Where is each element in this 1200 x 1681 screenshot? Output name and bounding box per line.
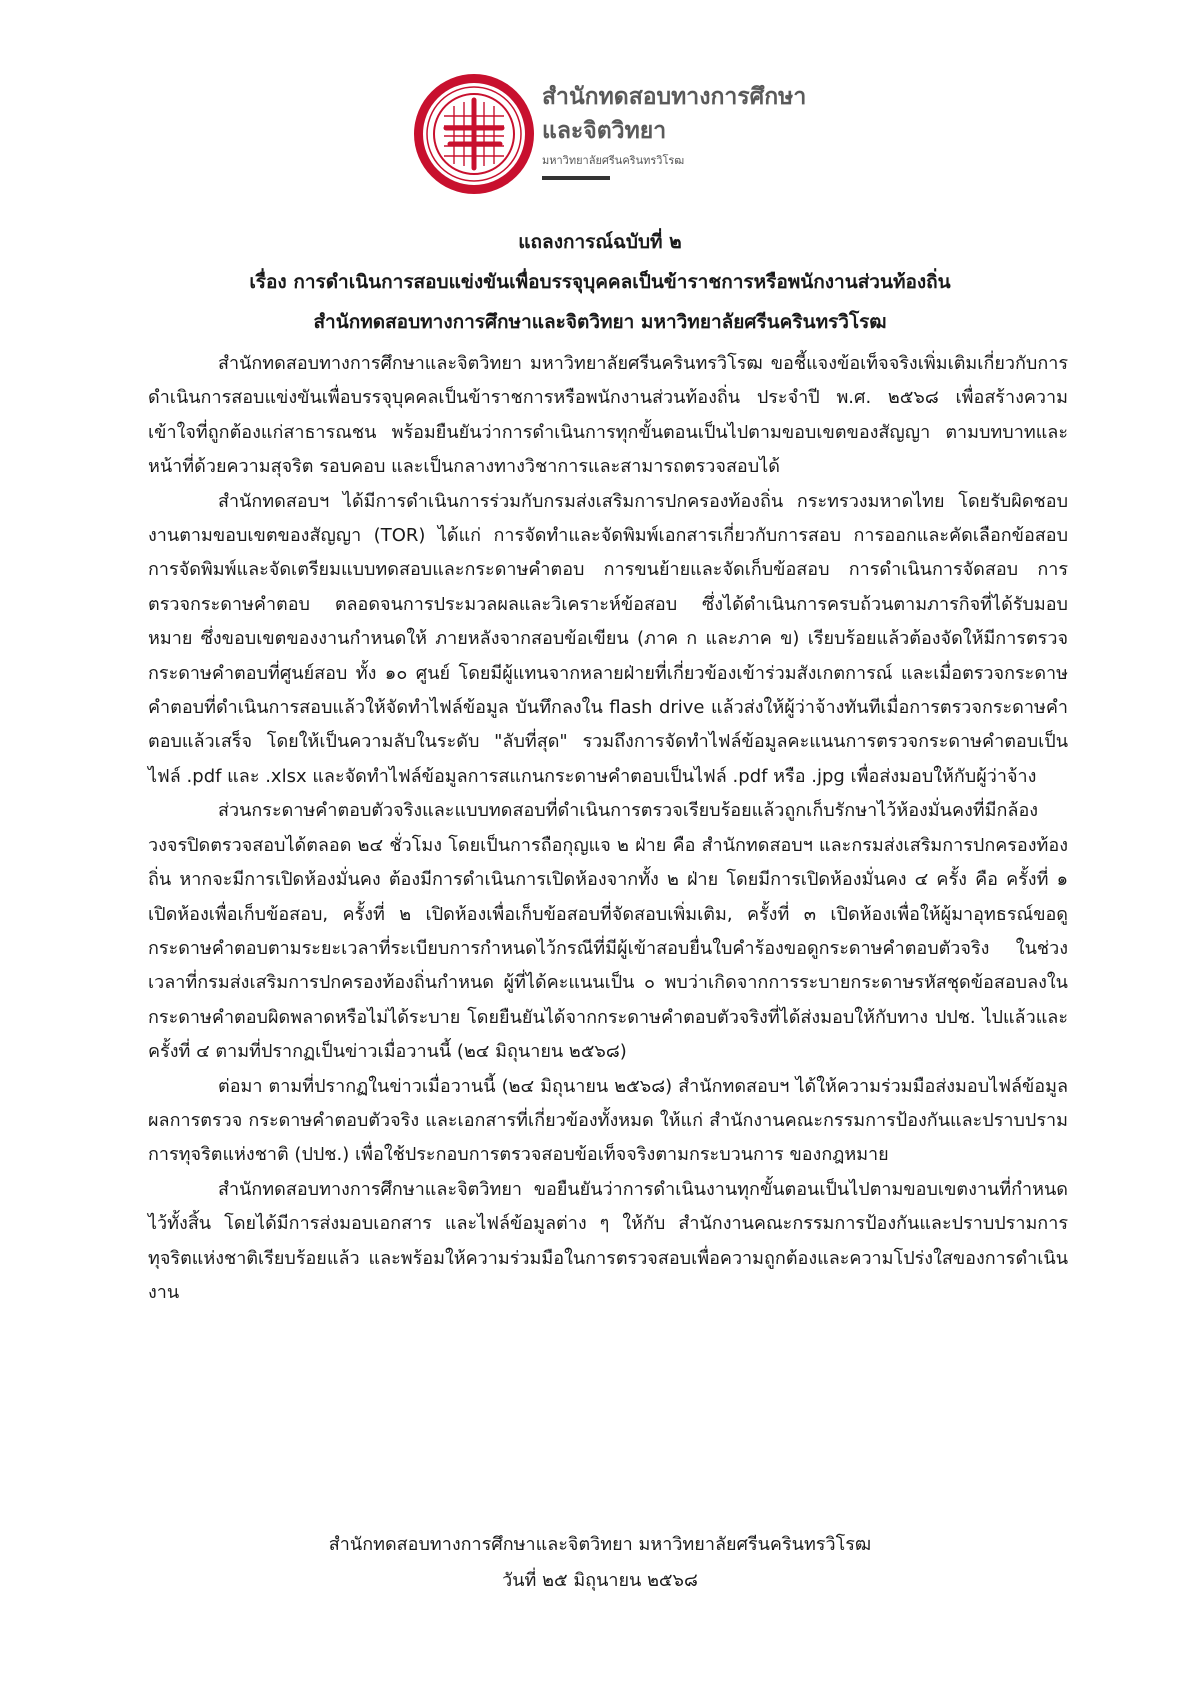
title-line2: เรื่อง การดำเนินการสอบแข่งขันเพื่อบรรจุบุคคลเป็นข้าราชการหรือพนักงานส่วนท้องถิ่น [249, 271, 951, 293]
title-line3: สำนักทดสอบทางการศึกษาและจิตวิทยา มหาวิทยาลัยศรีนครินทรวิโรฒ [313, 311, 887, 333]
paragraph-1: สำนักทดสอบทางการศึกษาและจิตวิทยา มหาวิทยาลัยศรีนครินทรวิโรฒ ขอชี้แจงข้อเท็จจริงเพิ่มเติมเกี่ยวกับการดำเนินการสอบแข่งขันเพื่อบรรจุบุคคลเป็นข้าราชการหรือพนักงานส่วนท้องถิ่น ประจำปี พ.ศ. ๒๕๖๘ เพื่อสร้างความเข้าใจที่ถูกต้องแก่สาธารณชน พร้อมยืนยันว่าการดำเนินการทุกขั้นตอนเป็นไปตามขอบเขตของสัญญา ตามบทบาทและหน้าที่ด้วยความสุจริต รอบคอบ และเป็นกลางทางวิชาการและสามารถตรวจสอบได้ [148, 353, 1068, 478]
title-line1: แถลงการณ์ฉบับที่ ๒ [518, 231, 682, 253]
issue-date: วันที่ ๒๕ มิถุนายน ๒๕๖๘ [502, 1570, 698, 1591]
paragraph-3: ส่วนกระดาษคำตอบตัวจริงและแบบทดสอบที่ดำเนินการตรวจเรียบร้อยแล้วถูกเก็บรักษาไว้ห้องมั่นคงที่มีกล้องวงจรปิดตรวจสอบได้ตลอด ๒๔ ชั่วโมง โดยเป็นการถือกุญแจ ๒ ฝ่าย คือ สำนักทดสอบฯ และกรมส่งเสริมการปกครองท้องถิ่น หากจะมีการเปิดห้องมั่นคง ต้องมีการดำเนินการเปิดห้องจากทั้ง ๒ ฝ่าย โดยมีการเปิดห้องมั่นคง ๔ ครั้ง คือ ครั้งที่ ๑ เปิดห้องเพื่อเก็บข้อสอบ, ครั้งที่ ๒ เปิดห้องเพื่อเก็บข้อสอบที่จัดสอบเพิ่มเติม, ครั้งที่ ๓ เปิดห้องเพื่อให้ผู้มาอุทธรณ์ขอดูกระดาษคำตอบตามระยะเวลาที่ระเบียบการกำหนดไว้กรณีที่มีผู้เข้าสอบยื่นใบคำร้องขอดูกระดาษคำตอบตัวจริง ในช่วงเวลาที่กรมส่งเสริมการปกครองท้องถิ่นกำหนด ผู้ที่ได้คะแนนเป็น ๐ พบว่าเกิดจากการระบายกระดาษรหัสชุดข้อสอบลงในกระดาษคำตอบผิดพลาดหรือไม่ได้ระบาย โดยยืนยันได้จากกระดาษคำตอบตัวจริงที่ได้ส่งมอบให้กับทาง ปปช. ไปแล้วและครั้งที่ ๔ ตามที่ปรากฏเป็นข่าวเมื่อวานนี้ (๒๔ มิถุนายน ๒๕๖๘) [148, 800, 1068, 1063]
org-name-block [542, 80, 852, 180]
letterhead-rule [542, 176, 610, 180]
university-seal-icon [410, 70, 538, 198]
statement-title [120, 222, 1080, 342]
paragraph-4: ต่อมา ตามที่ปรากฏในข่าวเมื่อวานนี้ (๒๔ มิถุนายน ๒๕๖๘) สำนักทดสอบฯ ได้ให้ความร่วมมือส่งมอบไฟล์ข้อมูลผลการตรวจ กระดาษคำตอบตัวจริง และเอกสารที่เกี่ยวข้องทั้งหมด ให้แก่ สำนักงานคณะกรรมการป้องกันและปราบปรามการทุจริตแห่งชาติ (ปปช.) เพื่อใช้ประกอบการตรวจสอบข้อเท็จจริงตามกระบวนการ ของกฎหมาย [148, 1075, 1068, 1166]
issuer-name: สำนักทดสอบทางการศึกษาและจิตวิทยา มหาวิทยาลัยศรีนครินทรวิโรฒ [328, 1534, 872, 1555]
closing-block [120, 1527, 1080, 1599]
org-name-line2: และจิตวิทยา [542, 118, 667, 144]
letterhead [410, 62, 850, 212]
paragraph-5: สำนักทดสอบทางการศึกษาและจิตวิทยา ขอยืนยันว่าการดำเนินงานทุกขั้นตอนเป็นไปตามขอบเขตงานที่กำหนดไว้ทั้งสิ้น โดยได้มีการส่งมอบเอกสาร และไฟล์ข้อมูลต่าง ๆ ให้กับ สำนักงานคณะกรรมการป้องกันและปราบปรามการทุจริตแห่งชาติเรียบร้อยแล้ว และพร้อมให้ความร่วมมือในการตรวจสอบเพื่อความถูกต้องและความโปร่งใสของการดำเนินงาน [148, 1178, 1068, 1303]
paragraph-2: สำนักทดสอบฯ ได้มีการดำเนินการร่วมกับกรมส่งเสริมการปกครองท้องถิ่น กระทรวงมหาดไทย โดยรับผิดชอบงานตามขอบเขตของสัญญา (TOR) ได้แก่ การจัดทำและจัดพิมพ์เอกสารเกี่ยวกับการสอบ การออกและคัดเลือกข้อสอบ การจัดพิมพ์และจัดเตรียมแบบทดสอบและกระดาษคำตอบ การขนย้ายและจัดเก็บข้อสอบ การดำเนินการจัดสอบ การตรวจกระดาษคำตอบ ตลอดจนการประมวลผลและวิเคราะห์ข้อสอบ ซึ่งได้ดำเนินการครบถ้วนตามภารกิจที่ได้รับมอบหมาย ซึ่งขอบเขตของงานกำหนดให้ ภายหลังจากสอบข้อเขียน (ภาค ก และภาค ข) เรียบร้อยแล้วต้องจัดให้มีการตรวจกระดาษคำตอบที่ศูนย์สอบ ทั้ง ๑๐ ศูนย์ โดยมีผู้แทนจากหลายฝ่ายที่เกี่ยวข้องเข้าร่วมสังเกตการณ์ และเมื่อตรวจกระดาษคำตอบที่ดำเนินการสอบแล้วให้จัดทำไฟล์ข้อมูล บันทึกลงใน flash drive แล้วส่งให้ผู้ว่าจ้างทันทีเมื่อการตรวจกระดาษคำตอบแล้วเสร็จ โดยให้เป็นความลับในระดับ "ลับที่สุด" รวมถึงการจัดทำไฟล์ข้อมูลคะแนนการตรวจกระดาษคำตอบเป็นไฟล์ .pdf และ .xlsx และจัดทำไฟล์ข้อมูลการสแกนกระดาษคำตอบเป็นไฟล์ .pdf หรือ .jpg เพื่อส่งมอบให้กับผู้ว่าจ้าง [148, 490, 1068, 787]
statement-body [148, 347, 1068, 1310]
org-name-line1: สำนักทดสอบทางการศึกษา [542, 84, 807, 110]
university-name: มหาวิทยาลัยศรีนครินทรวิโรฒ [542, 154, 685, 167]
